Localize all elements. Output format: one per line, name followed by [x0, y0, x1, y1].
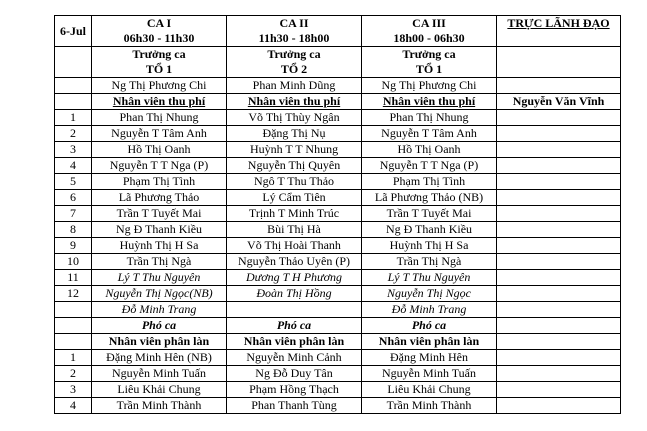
shift1-header: CA I 06h30 - 11h30 — [92, 16, 227, 47]
staff-name-s1: Trần T Tuyết Mai — [92, 206, 227, 222]
staff-name-s3: Hồ Thị Oanh — [362, 142, 497, 158]
staff-name-s3: Trần T Tuyết Mai — [362, 206, 497, 222]
staff-name-s2: Dương T H Phương — [227, 270, 362, 286]
toll-heading-row — [55, 94, 621, 110]
row-number: 12 — [55, 286, 92, 302]
staff-name-s2: Nguyễn Thị Quyên — [227, 158, 362, 174]
duty-leader-name: Nguyễn Văn Vĩnh — [497, 94, 621, 110]
staff-name-s3: Huỳnh Thị H Sa — [362, 238, 497, 254]
staff-name-s1: Liêu Khải Chung — [92, 382, 227, 398]
deputy-s3: Phó ca — [362, 318, 497, 334]
staff-name-s2: Đặng Thị Nụ — [227, 126, 362, 142]
lane-heading-s3: Nhân viên phân làn — [362, 334, 497, 350]
table-row — [55, 222, 621, 238]
staff-name-s3: Phạm Thị Tình — [362, 174, 497, 190]
staff-name-s2: Đoàn Thị Hồng — [227, 286, 362, 302]
table-row — [55, 302, 621, 318]
row-number: 1 — [55, 350, 92, 366]
toll-heading-s1: Nhân viên thu phí — [92, 94, 227, 110]
row-number: 4 — [55, 398, 92, 414]
row-number: 3 — [55, 382, 92, 398]
staff-name-s1: Lã Phương Thảo — [92, 190, 227, 206]
staff-name-s2: Lý Cẩm Tiên — [227, 190, 362, 206]
table-row — [55, 174, 621, 190]
staff-name-s1: Nguyễn T Tâm Anh — [92, 126, 227, 142]
staff-name-s1: Nguyễn Minh Tuấn — [92, 366, 227, 382]
table-row — [55, 382, 621, 398]
table-row — [55, 190, 621, 206]
staff-name-s3: Nguyễn T Tâm Anh — [362, 126, 497, 142]
staff-name-s3: Lã Phương Thảo (NB) — [362, 190, 497, 206]
table-row — [55, 110, 621, 126]
shift1-lead-title: Trưởng ca TỔ 1 — [92, 47, 227, 78]
staff-name-s1: Trần Thị Ngà — [92, 254, 227, 270]
staff-name-s1: Phan Thị Nhung — [92, 110, 227, 126]
lane-heading-s2: Nhân viên phân làn — [227, 334, 362, 350]
table-row — [55, 126, 621, 142]
table-row — [55, 286, 621, 302]
staff-name-s2: Nguyễn Minh Cảnh — [227, 350, 362, 366]
table-row — [55, 366, 621, 382]
shift3-lead-title: Trưởng ca TỔ 1 — [362, 47, 497, 78]
staff-name-s2 — [227, 302, 362, 318]
staff-name-s1: Đặng Minh Hên (NB) — [92, 350, 227, 366]
row-number: 7 — [55, 206, 92, 222]
staff-name-s2: Trịnh T Minh Trúc — [227, 206, 362, 222]
row-number: 11 — [55, 270, 92, 286]
table-row — [55, 350, 621, 366]
staff-name-s1: Phạm Thị Tình — [92, 174, 227, 190]
staff-name-s3: Phan Thị Nhung — [362, 110, 497, 126]
header-row — [55, 16, 621, 47]
table-row — [55, 254, 621, 270]
toll-heading-s2: Nhân viên thu phí — [227, 94, 362, 110]
toll-heading-s3: Nhân viên thu phí — [362, 94, 497, 110]
lane-staff-rows — [55, 350, 621, 414]
row-number: 5 — [55, 174, 92, 190]
table-row — [55, 158, 621, 174]
staff-name-s1: Nguyễn Thị Ngọc(NB) — [92, 286, 227, 302]
staff-name-s1: Đỗ Minh Trang — [92, 302, 227, 318]
lane-heading-s1: Nhân viên phân làn — [92, 334, 227, 350]
staff-name-s1: Ng Đ Thanh Kiều — [92, 222, 227, 238]
staff-name-s3: Ng Đ Thanh Kiều — [362, 222, 497, 238]
staff-name-s3: Liêu Khải Chung — [362, 382, 497, 398]
staff-name-s3: Nguyễn Minh Tuấn — [362, 366, 497, 382]
staff-name-s2: Bùi Thị Hà — [227, 222, 362, 238]
staff-name-s3: Trần Minh Thành — [362, 398, 497, 414]
table-row — [55, 398, 621, 414]
row-number: 2 — [55, 126, 92, 142]
deputy-s1: Phó ca — [92, 318, 227, 334]
row-number: 2 — [55, 366, 92, 382]
staff-name-s3: Lý T Thu Nguyên — [362, 270, 497, 286]
staff-name-s1: Trần Minh Thành — [92, 398, 227, 414]
toll-staff-rows — [55, 110, 621, 318]
staff-name-s1: Nguyễn T T Nga (P) — [92, 158, 227, 174]
shift3-header: CA III 18h00 - 06h30 — [362, 16, 497, 47]
row-number: 10 — [55, 254, 92, 270]
shift2-lead-name: Phan Minh Dũng — [227, 78, 362, 94]
row-number — [55, 302, 92, 318]
staff-name-s2: Phan Thanh Tùng — [227, 398, 362, 414]
staff-name-s2: Huỳnh T T Nhung — [227, 142, 362, 158]
row-number: 9 — [55, 238, 92, 254]
staff-name-s2: Ngô T Thu Thảo — [227, 174, 362, 190]
table-row — [55, 270, 621, 286]
date-cell: 6-Jul — [55, 16, 92, 47]
table-row — [55, 206, 621, 222]
row-number: 4 — [55, 158, 92, 174]
lead-name-row — [55, 78, 621, 94]
deputy-row — [55, 318, 621, 334]
staff-name-s2: Võ Thị Hoài Thanh — [227, 238, 362, 254]
staff-name-s2: Nguyễn Thảo Uyên (P) — [227, 254, 362, 270]
staff-name-s3: Đặng Minh Hên — [362, 350, 497, 366]
shift3-lead-name: Ng Thị Phương Chi — [362, 78, 497, 94]
row-number: 6 — [55, 190, 92, 206]
leader-header: TRỰC LÃNH ĐẠO — [497, 16, 621, 47]
staff-name-s3: Nguyễn T T Nga (P) — [362, 158, 497, 174]
staff-name-s3: Trần Thị Ngà — [362, 254, 497, 270]
shift2-lead-title: Trưởng ca TỔ 2 — [227, 47, 362, 78]
staff-name-s1: Huỳnh Thị H Sa — [92, 238, 227, 254]
deputy-s2: Phó ca — [227, 318, 362, 334]
row-number: 8 — [55, 222, 92, 238]
lane-heading-row — [55, 334, 621, 350]
staff-name-s3: Đỗ Minh Trang — [362, 302, 497, 318]
row-number: 3 — [55, 142, 92, 158]
shift-schedule-table — [54, 15, 621, 414]
staff-name-s2: Ng Đỗ Duy Tân — [227, 366, 362, 382]
staff-name-s2: Phạm Hồng Thạch — [227, 382, 362, 398]
shift1-lead-name: Ng Thị Phương Chi — [92, 78, 227, 94]
shift2-header: CA II 11h30 - 18h00 — [227, 16, 362, 47]
lead-title-row — [55, 47, 621, 78]
staff-name-s1: Hồ Thị Oanh — [92, 142, 227, 158]
row-number: 1 — [55, 110, 92, 126]
table-row — [55, 238, 621, 254]
staff-name-s1: Lý T Thu Nguyên — [92, 270, 227, 286]
staff-name-s2: Võ Thị Thùy Ngân — [227, 110, 362, 126]
table-row — [55, 142, 621, 158]
staff-name-s3: Nguyễn Thị Ngọc — [362, 286, 497, 302]
